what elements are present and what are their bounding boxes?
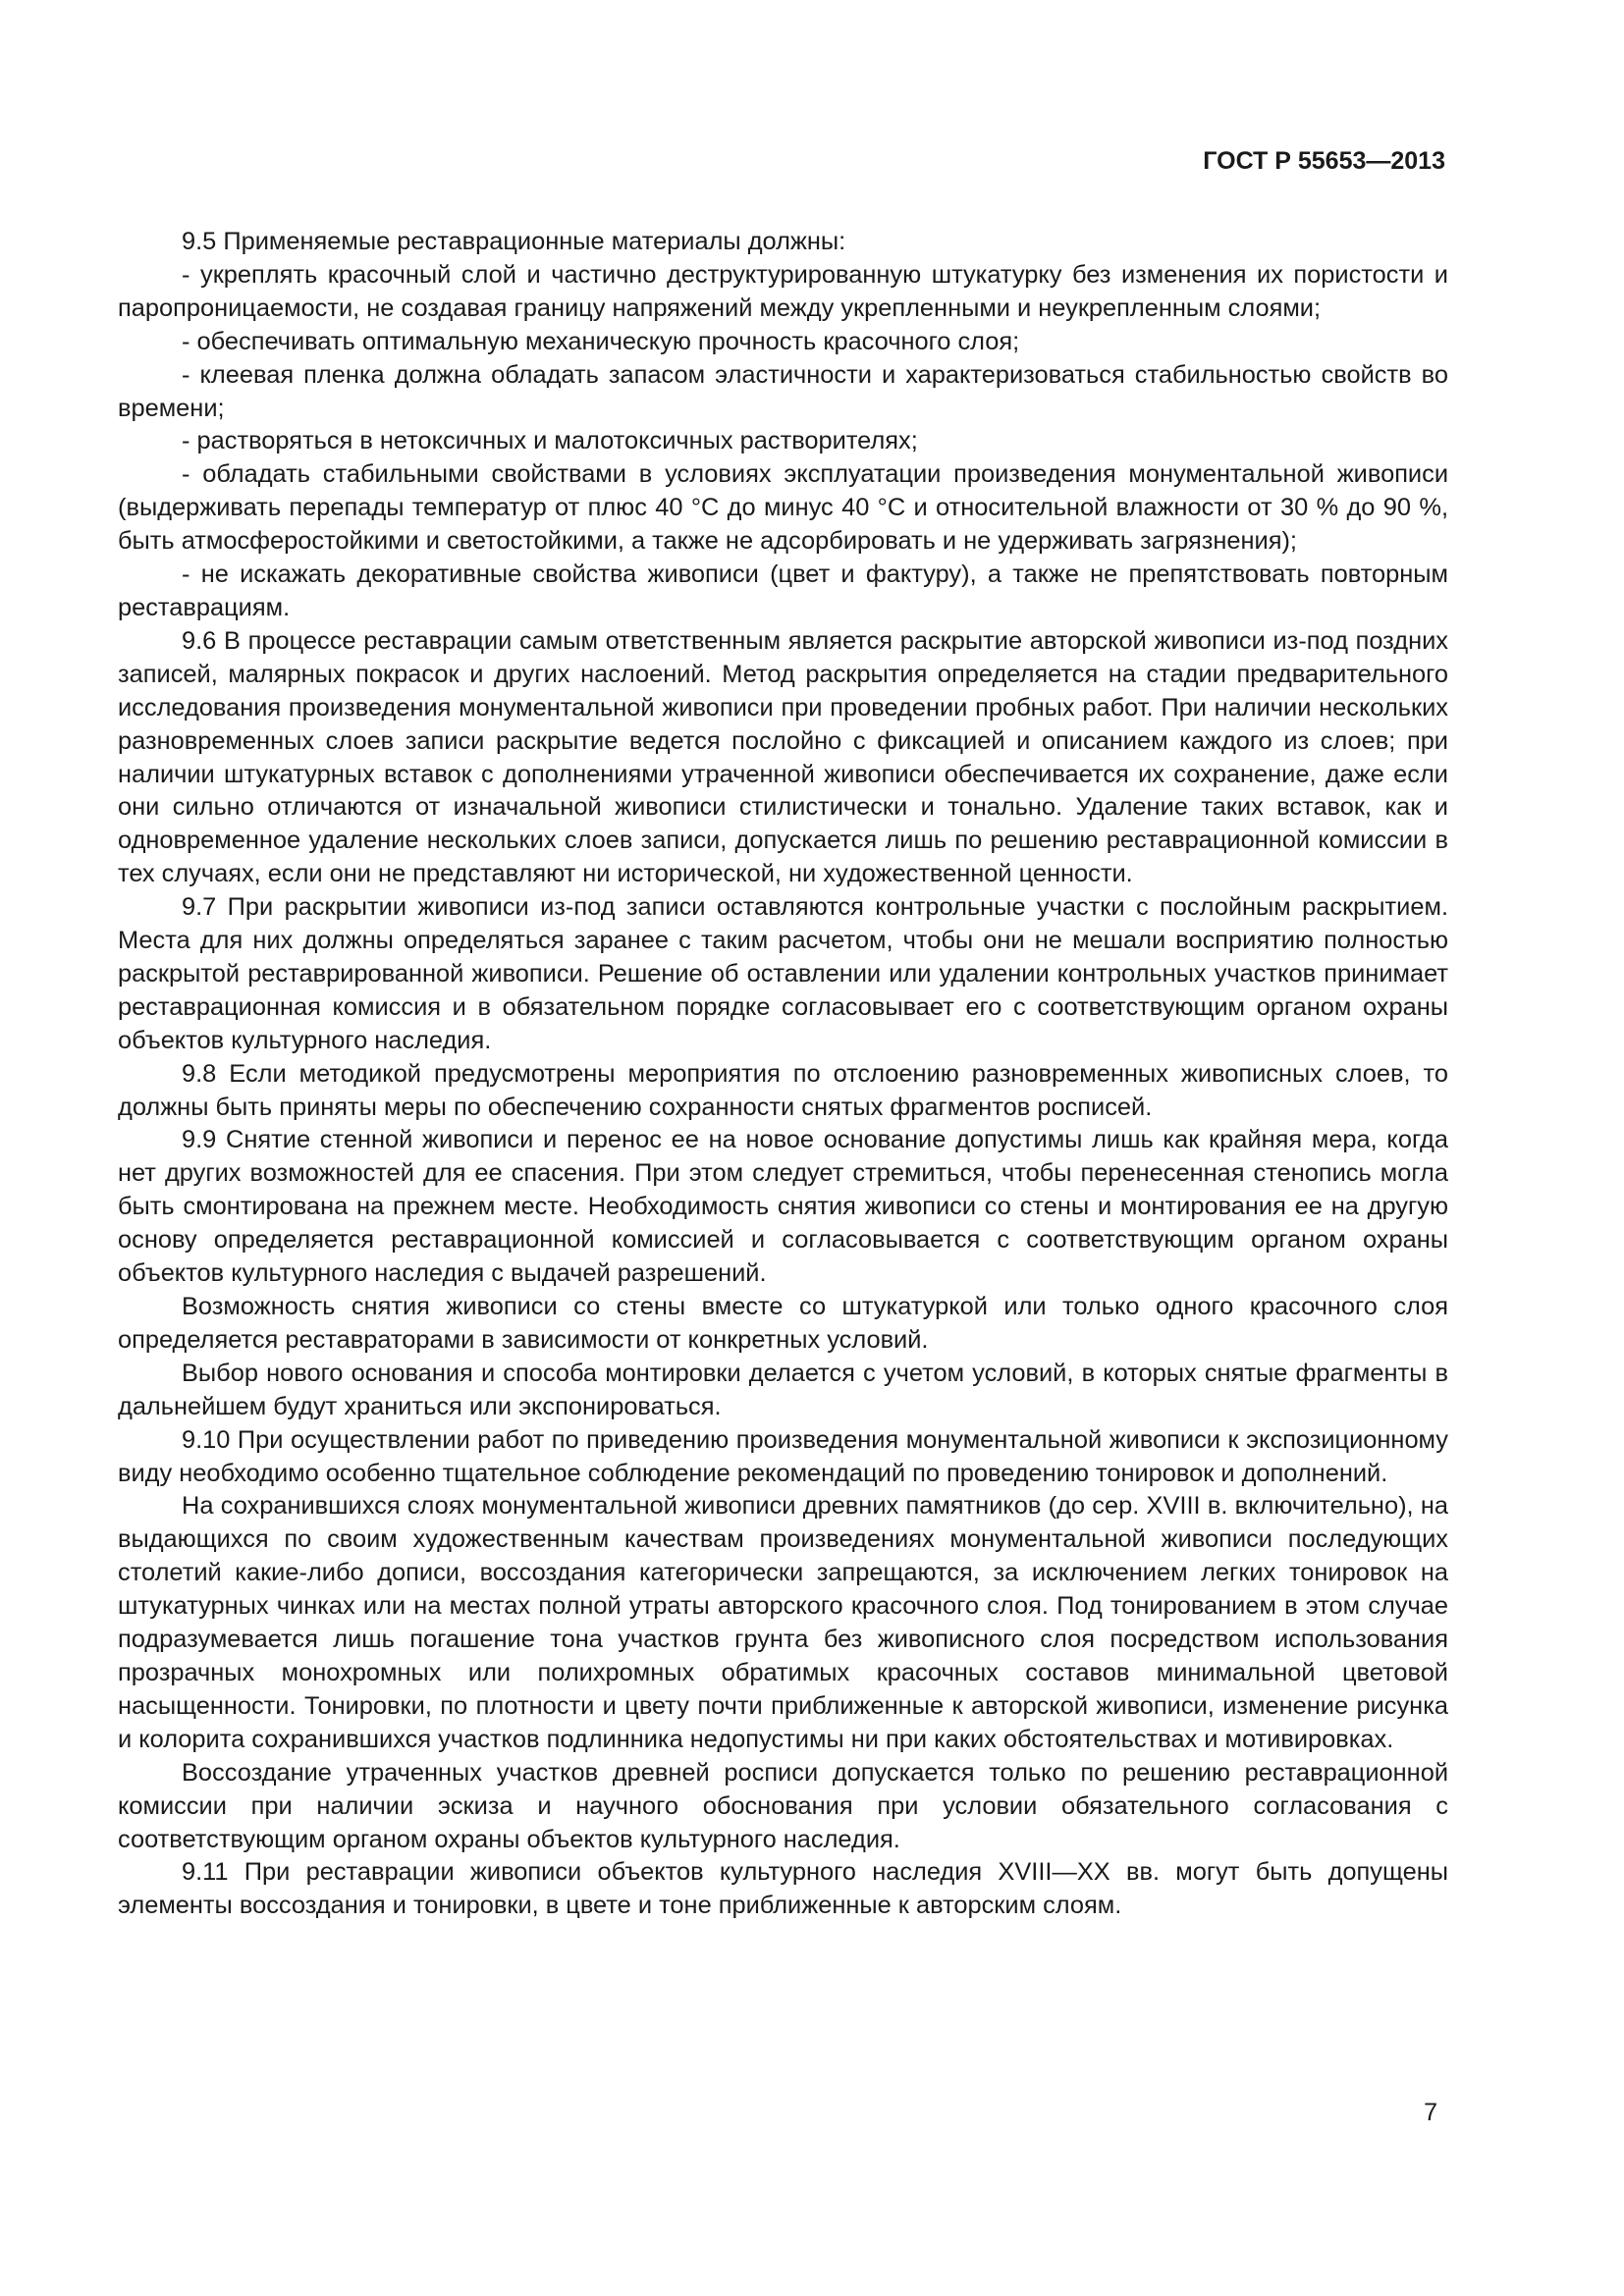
paragraph-9-8: 9.8 Если методикой предусмотрены мероприятия по отслоению разновременных живописных слоев, то должны быть приняты меры по обеспечению сохранности снятых фрагментов росписей. [118, 1059, 1448, 1121]
list-item: - растворяться в нетоксичных и малотоксичных растворителях; [182, 427, 918, 455]
paragraph-9-6: 9.6 В процессе реставрации самым ответственным является раскрытие авторской живописи из-под поздних записей, малярных покрасок и других наслоений. Метод раскрытия определяется на стадии предварительного исследования произведения монументальной живописи при проведении пробных работ. При наличии нескольких разновременных слоев записи раскрытие ведется послойно с фиксацией и описанием каждого из слоев; при наличии штукатурных вставок с дополнениями утраченной живописи обеспечивается их сохранение, даже если они сильно отличаются от изначальной живописи стилистически и тонально. Удаление таких вставок, как и одновременное удаление нескольких слоев записи, допускается лишь по решению реставрационной комиссии в тех случаях, если они не представляют ни исторической, ни художественной ценности. [118, 626, 1448, 888]
list-item: - обладать стабильными свойствами в условиях эксплуатации произведения монументальной живописи (выдерживать перепады температур от плюс 40 °С до минус 40 °С и относительной влажности от 30 % до 90 %, быть атмосферостойкими и светостойкими, а также не адсорбировать и не удерживать загрязнения); [118, 460, 1448, 556]
paragraph: Воссоздание утраченных участков древней росписи допускается только по решению реставрационной комиссии при наличии эскиза и научного обоснования при условии обязательного согласования с соответствующим органом охраны объектов культурного наследия. [118, 1758, 1448, 1853]
list-item: - укреплять красочный слой и частично деструктурированную штукатурку без изменения их пористости и паропроницаемости, не создавая границу напряжений между укрепленными и неукрепленным слоями; [118, 260, 1448, 322]
paragraph-9-10: 9.10 При осуществлении работ по приведению произведения монументальной живописи к экспозиционному виду необходимо особенно тщательное соблюдение рекомендаций по проведению тонировок и дополнений. [118, 1425, 1448, 1487]
paragraph: Выбор нового основания и способа монтировки делается с учетом условий, в которых снятые фрагменты в дальнейшем будут храниться или экспонироваться. [118, 1359, 1448, 1420]
paragraph: На сохранившихся слоях монументальной живописи древних памятников (до сер. XVIII в. включительно), на выдающихся по своим художественным качествам произведениях монументальной живописи последующих столетий какие-либо дописи, воссоздания категорически запрещаются, за исключением легких тонировок на штукатурных чинках или на местах полной утраты авторского красочного слоя. Под тонированием в этом случае подразумевается лишь погашение тона участков грунта без живописного слоя посредством использования прозрачных монохромных или полихромных обратимых красочных составов минимальной цветовой насыщенности. Тонировки, по плотности и цвету почти приближенные к авторской живописи, изменение рисунка и колорита сохранившихся участков подлинника недопустимы ни при каких обстоятельствах и мотивировках. [118, 1492, 1448, 1753]
page-number: 7 [1424, 2099, 1437, 2126]
paragraph-9-9: 9.9 Снятие стенной живописи и перенос ее на новое основание допустимы лишь как крайняя мера, когда нет других возможностей для ее спасения. При этом следует стремиться, чтобы перенесенная стенопись могла быть смонтирована на прежнем месте. Необходимость снятия живописи со стены и монтирования ее на другую основу определяется реставрационной комиссией и согласовывается с соответствующим органом охраны объектов культурного наследия с выдачей разрешений. [118, 1126, 1448, 1288]
paragraph-9-7: 9.7 При раскрытии живописи из-под записи оставляются контрольные участки с послойным раскрытием. Места для них должны определяться заранее с таким расчетом, чтобы они не мешали восприятию полностью раскрытой реставрированной живописи. Решение об оставлении или удалении контрольных участков принимает реставрационная комиссия и в обязательном порядке согласовывает его с соответствующим органом охраны объектов культурного наследия. [118, 893, 1448, 1054]
list-item: - не искажать декоративные свойства живописи (цвет и фактуру), а также не препятствовать повторным реставрациям. [118, 561, 1448, 621]
list-item: - клеевая пленка должна обладать запасом эластичности и характеризоваться стабильностью свойств во времени; [118, 360, 1448, 422]
paragraph-9-5: 9.5 Применяемые реставрационные материалы должны: [182, 228, 846, 255]
paragraph-9-11: 9.11 При реставрации живописи объектов культурного наследия XVIII—XX вв. могут быть допущены элементы воссоздания и тонировки, в цвете и тоне приближенные к авторским слоям. [118, 1858, 1448, 1920]
document-code: ГОСТ Р 55653—2013 [1203, 147, 1445, 175]
paragraph: Возможность снятия живописи со стены вместе со штукатуркой или только одного красочного слоя определяется реставраторами в зависимости от конкретных условий. [118, 1293, 1448, 1354]
list-item: - обеспечивать оптимальную механическую прочность красочного слоя; [182, 327, 1020, 355]
document-body [118, 226, 1448, 1923]
